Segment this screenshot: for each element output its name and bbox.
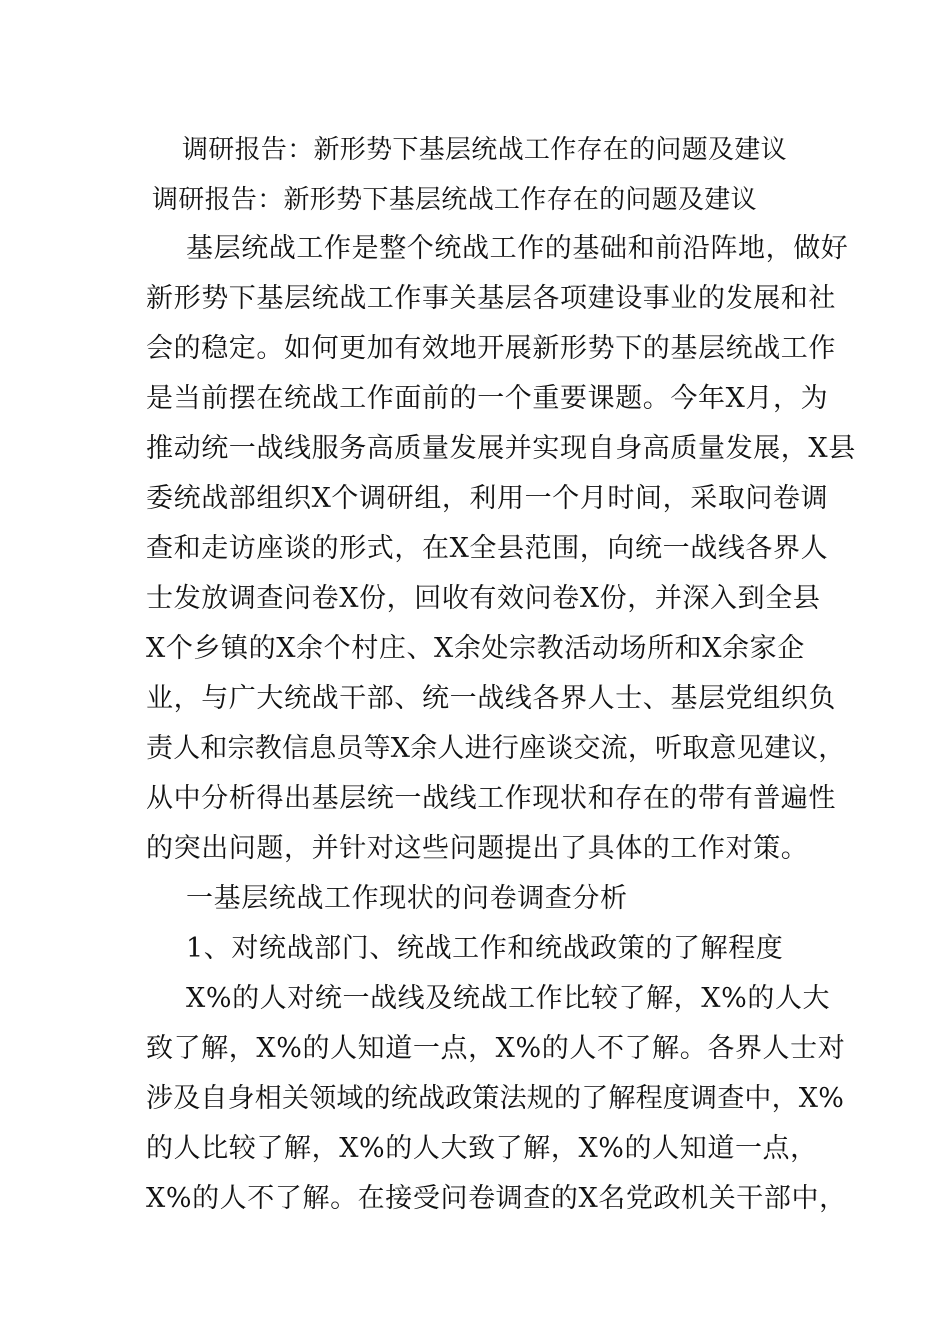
- body-line: 委统战部组织X个调研组，利用一个月时间，采取问卷调: [146, 483, 829, 514]
- body-line: 是当前摆在统战工作面前的一个重要课题。今年X月，为: [146, 383, 829, 414]
- body-line: 致了解，X%的人知道一点，X%的人不了解。各界人士对: [146, 1033, 846, 1064]
- body-line: X%的人对统一战线及统战工作比较了解，X%的人大: [186, 983, 831, 1014]
- body-line: X个乡镇的X余个村庄、X余处宗教活动场所和X余家企: [146, 633, 805, 664]
- document-title: 调研报告：新形势下基层统战工作存在的问题及建议: [182, 135, 787, 165]
- body-line: 查和走访座谈的形式，在X全县范围，向统一战线各界人: [146, 533, 829, 564]
- body-line: 会的稳定。如何更加有效地开展新形势下的基层统战工作: [146, 333, 836, 364]
- body-line: 士发放调查问卷X份，回收有效问卷X份，并深入到全县: [146, 583, 821, 614]
- body-line: X%的人不了解。在接受问卷调查的X名党政机关干部中，: [146, 1183, 847, 1214]
- body-line: 推动统一战线服务高质量发展并实现自身高质量发展，X县: [146, 433, 856, 464]
- body-line: 涉及自身相关领域的统战政策法规的了解程度调查中，X%: [146, 1083, 845, 1114]
- body-line: 从中分析得出基层统一战线工作现状和存在的带有普遍性: [146, 783, 836, 814]
- body-line: 新形势下基层统战工作事关基层各项建设事业的发展和社: [146, 283, 836, 314]
- section-heading: 一基层统战工作现状的问卷调查分析: [186, 883, 628, 914]
- body-line: 的突出问题，并针对这些问题提出了具体的工作对策。: [146, 833, 809, 864]
- body-line: 的人比较了解，X%的人大致了解，X%的人知道一点，: [146, 1133, 818, 1164]
- body-line: 业，与广大统战干部、统一战线各界人士、基层党组织负: [146, 683, 836, 714]
- body-line: 基层统战工作是整个统战工作的基础和前沿阵地，做好: [186, 233, 849, 264]
- body-line: 责人和宗教信息员等X余人进行座谈交流，听取意见建议，: [146, 733, 846, 764]
- document-subtitle: 调研报告：新形势下基层统战工作存在的问题及建议: [152, 185, 757, 215]
- subsection-heading: 1、对统战部门、统战工作和统战政策的了解程度: [186, 933, 784, 964]
